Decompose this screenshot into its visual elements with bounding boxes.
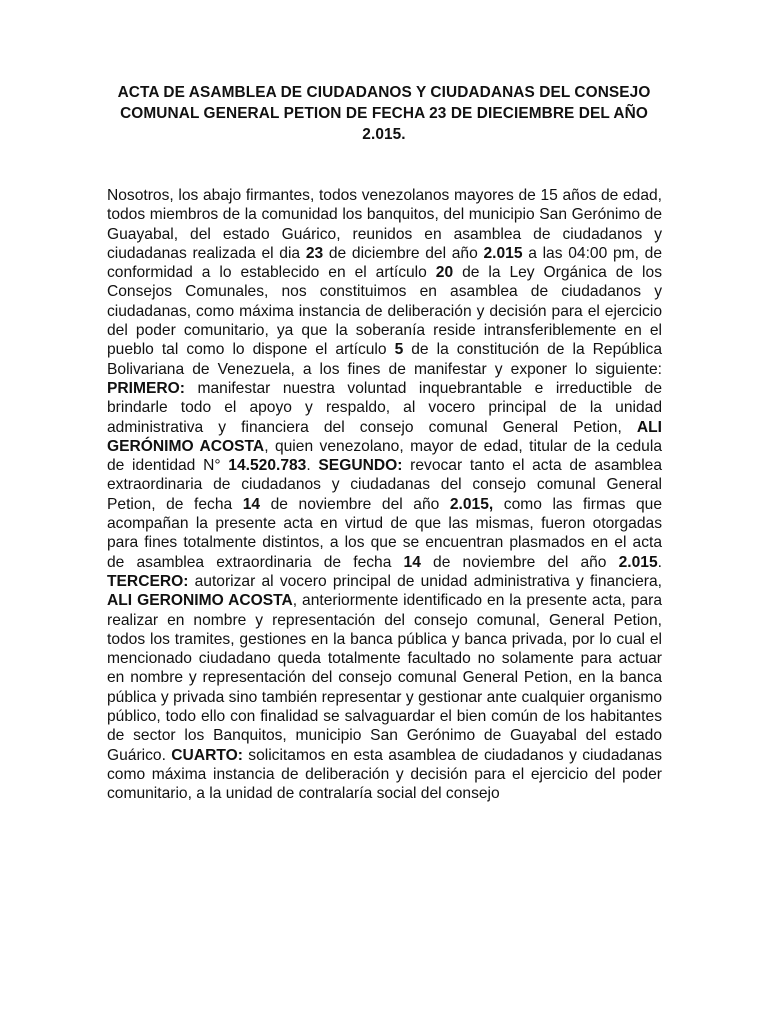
body-emphasis: 2.015, <box>449 495 494 513</box>
body-run: , quien venezolano, mayor de edad, titular de la cedula de identidad N° <box>107 437 662 475</box>
body-run: de noviembre del año <box>260 495 450 513</box>
body-run: solicitamos en esta asamblea de ciudadanos y ciudadanas como máxima instancia de deliberación y decisión para el ejercicio del poder comunitario, a la unidad de contralaría social del consejo <box>107 746 662 803</box>
document-body <box>107 186 662 804</box>
body-run: a las 04:00 pm, de conformidad a lo establecido en el artículo <box>107 244 662 282</box>
body-emphasis: PRIMERO: <box>107 379 185 397</box>
body-run: de la Ley Orgánica de los Consejos Comunales, nos constituimos en asamblea de ciudadanos y ciudadanas, como máxima instancia de deliberación y decisión para el ejercicio del poder comunitario, ya que la soberanía reside intransferiblemente en el pueblo tal como lo dispone el artículo <box>107 264 662 359</box>
body-run: Nosotros, los abajo firmantes, todos venezolanos mayores de 15 años de edad, todos miembros de la comunidad los banquitos, del municipio San Gerónimo de Guayabal, del estado Guárico, reunidos en asamblea de ciudadanos y ciudadanas realizada el dia <box>107 187 662 262</box>
body-emphasis: ALI GERÓNIMO ACOSTA <box>107 418 662 455</box>
body-emphasis: CUARTO: <box>171 746 243 764</box>
body-emphasis: 14 <box>242 495 261 513</box>
body-run: de diciembre del año <box>323 244 484 262</box>
body-emphasis: 2.015 <box>618 553 658 571</box>
body-emphasis: SEGUNDO: <box>318 457 403 475</box>
body-emphasis: 2.015 <box>483 244 523 262</box>
body-emphasis: 14 <box>403 553 421 571</box>
body-run: manifestar nuestra voluntad inquebrantable e irreductible de brindarle todo el apoyo y respaldo, al vocero principal de la unidad administrativa y financiera del consejo comunal General Petion, <box>107 379 662 436</box>
body-run: , anteriormente identificado en la presente acta, para realizar en nombre y representación del consejo comunal, General Petion, todos los tramites, gestiones en la banca pública y banca privada, por lo cual el mencionado ciudadano queda totalmente facultado no solamente para actuar en nombre y representación del consejo comunal General Petion, en la banca pública y privada sino también representar y gestionar ante cualquier organismo público, todo ello con finalidad se salvaguardar el bien común de los habitantes de sector los Banquitos, municipio San Gerónimo de Guayabal del estado Guárico. <box>107 592 662 764</box>
body-emphasis: 5 <box>394 341 404 359</box>
body-run: . <box>657 553 662 571</box>
document-title: ACTA DE ASAMBLEA DE CIUDADANOS Y CIUDADANAS DEL CONSEJO COMUNAL GENERAL PETION DE FECHA 23 DE DIECIEMBRE DEL AÑO 2.015. <box>117 84 651 143</box>
body-emphasis: 14.520.783 <box>228 457 307 475</box>
body-emphasis: 20 <box>435 264 454 282</box>
body-run: de la constitución de la República Bolivariana de Venezuela, a los fines de manifestar y exponer lo siguiente: <box>107 341 662 378</box>
body-run: autorizar al vocero principal de unidad administrativa y financiera, <box>188 572 662 590</box>
body-emphasis: 23 <box>305 244 324 262</box>
body-run: . <box>306 457 319 475</box>
body-run: de noviembre del año <box>420 553 619 571</box>
body-emphasis: TERCERO: <box>107 572 189 590</box>
body-run: revocar tanto el acta de asamblea extraordinaria de ciudadanos y ciudadanas del consejo comunal General Petion, de fecha <box>107 457 663 513</box>
body-run: como las firmas que acompañan la presente acta en virtud de que las mismas, fueron otorgadas para fines totalmente distintos, a los que se encuentran plasmados en el acta de asamblea extraordinaria de fecha <box>107 495 662 571</box>
body-emphasis: ALI GERONIMO ACOSTA <box>107 592 293 610</box>
